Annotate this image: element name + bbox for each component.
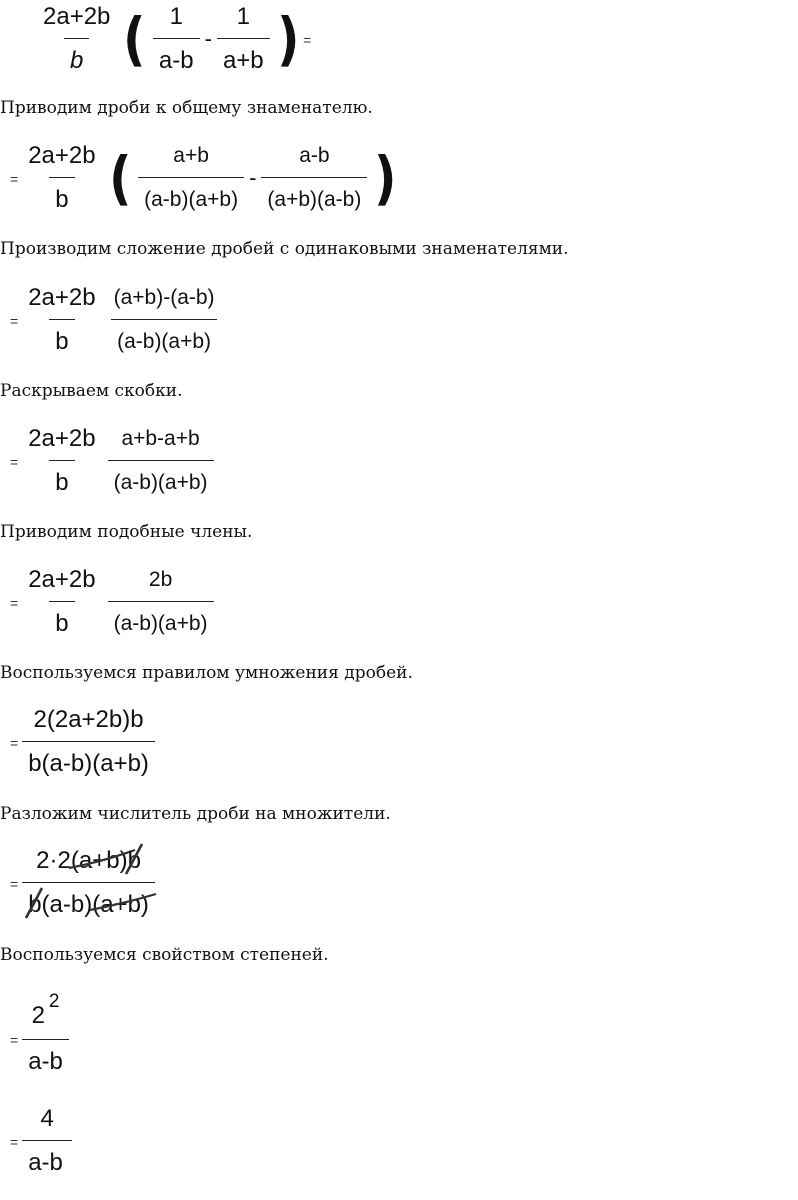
denominator: b: [64, 38, 89, 74]
denominator: a-b: [22, 1039, 69, 1075]
fraction-result: [22, 1106, 72, 1176]
cancelled-factor-den: [92, 892, 149, 918]
equals-sign: =: [10, 313, 19, 329]
left-paren: (: [108, 144, 132, 212]
cancelled-b-den: [28, 892, 41, 918]
equals-sign: =: [10, 595, 19, 611]
denominator: a-b: [153, 38, 200, 74]
equals-sign: =: [10, 876, 19, 892]
fraction-2: [261, 143, 367, 213]
numerator: 2a+2b: [28, 425, 96, 452]
denominator: [22, 882, 155, 918]
step5-caption: Воспользуемся правилом умножения дробей.: [0, 663, 413, 683]
denominator: [22, 1140, 72, 1176]
equals-sign: =: [10, 1032, 19, 1048]
fraction-lhs: [22, 285, 101, 355]
fraction-rhs: [108, 285, 221, 355]
denominator: b: [49, 177, 74, 213]
numerator: [26, 991, 66, 1039]
numerator: a+b-a+b: [121, 427, 200, 450]
minus-sign: -: [249, 165, 257, 190]
fraction-rhs: [108, 567, 214, 637]
fraction-1: [138, 143, 244, 213]
numerator: 2a+2b: [28, 142, 96, 169]
numerator-prefix: 2·2: [36, 847, 71, 874]
cancelled-factor-den-text: (a+b): [92, 891, 149, 918]
denominator-middle: (a-b): [41, 891, 93, 918]
cancelled-factor-text: (a+b): [70, 847, 128, 874]
power-base: 2: [31, 1002, 45, 1029]
strike-mark: [124, 844, 146, 878]
strike-mark: [88, 888, 158, 922]
step7-caption: Воспользуемся свойством степеней.: [0, 945, 329, 965]
step2-expression: [10, 285, 224, 355]
right-paren: ): [374, 144, 397, 212]
fraction-1: [153, 4, 200, 74]
denominator: (a-b)(a+b): [108, 601, 214, 637]
step4-expression: [10, 567, 217, 637]
cancelled-b-num: [128, 848, 141, 874]
denominator: (a-b)(a+b): [138, 177, 244, 213]
initial-expression: [34, 4, 312, 74]
denominator: b: [49, 601, 74, 637]
step7-expression: [10, 991, 72, 1075]
numerator: 2a+2b: [28, 566, 96, 593]
step8-expression: [10, 1106, 75, 1176]
step2-caption: Производим сложение дробей с одинаковыми знаменателями.: [0, 239, 569, 259]
denominator: b(a-b)(a+b): [22, 741, 155, 777]
equals-sign: =: [303, 32, 312, 48]
fraction-rhs: [108, 426, 214, 496]
fraction-lhs: [22, 426, 101, 496]
cancelled-factor: [71, 848, 128, 874]
denominator-text: a-b: [28, 1150, 63, 1176]
numerator: 1: [236, 3, 250, 30]
equals-sign: =: [10, 454, 19, 470]
numerator: 2(2a+2b)b: [33, 706, 144, 733]
numerator: 4: [40, 1105, 54, 1132]
step6-expression: [10, 848, 158, 918]
numerator: [30, 848, 147, 882]
denominator: (a-b)(a+b): [108, 460, 214, 496]
minus-sign: -: [204, 26, 212, 51]
fraction-lhs: [22, 567, 101, 637]
numerator: 1: [169, 3, 183, 30]
fraction-lhs: [22, 143, 101, 213]
fraction-power: [22, 991, 69, 1075]
denominator: b: [49, 460, 74, 496]
denominator: (a+b)(a-b): [261, 177, 367, 213]
equals-sign: =: [10, 1134, 19, 1150]
equals-sign: =: [10, 735, 19, 751]
fraction-product: [22, 707, 155, 777]
left-paren: (: [123, 5, 146, 73]
numerator: a-b: [299, 144, 330, 167]
numerator: (a+b)-(a-b): [113, 286, 215, 309]
fraction-2: [217, 4, 270, 74]
denominator: a+b: [217, 38, 270, 74]
numerator: 2b: [148, 568, 173, 591]
step5-expression: [10, 707, 158, 777]
strike-mark: [24, 888, 46, 922]
step4-caption: Приводим подобные члены.: [0, 522, 253, 542]
fraction-factored: [22, 848, 155, 918]
step3-expression: [10, 426, 217, 496]
denominator: b: [49, 319, 74, 355]
equals-sign: =: [10, 171, 19, 187]
cancelled-b-num-text: b: [127, 847, 141, 874]
numerator: 2a+2b: [43, 3, 111, 30]
step1-expression: [10, 143, 401, 213]
step3-caption: Раскрываем скобки.: [0, 381, 183, 401]
right-paren: ): [276, 5, 300, 73]
fraction-lhs: [37, 4, 116, 74]
numerator: a+b: [173, 144, 209, 167]
power-exponent: 2: [48, 991, 60, 1012]
denominator: (a-b)(a+b): [111, 319, 217, 355]
cancelled-b-den-text: b: [28, 891, 42, 918]
step6-caption: Разложим числитель дроби на множители.: [0, 804, 391, 824]
numerator: 2a+2b: [28, 284, 96, 311]
step1-caption: Приводим дроби к общему знаменателю.: [0, 98, 373, 118]
